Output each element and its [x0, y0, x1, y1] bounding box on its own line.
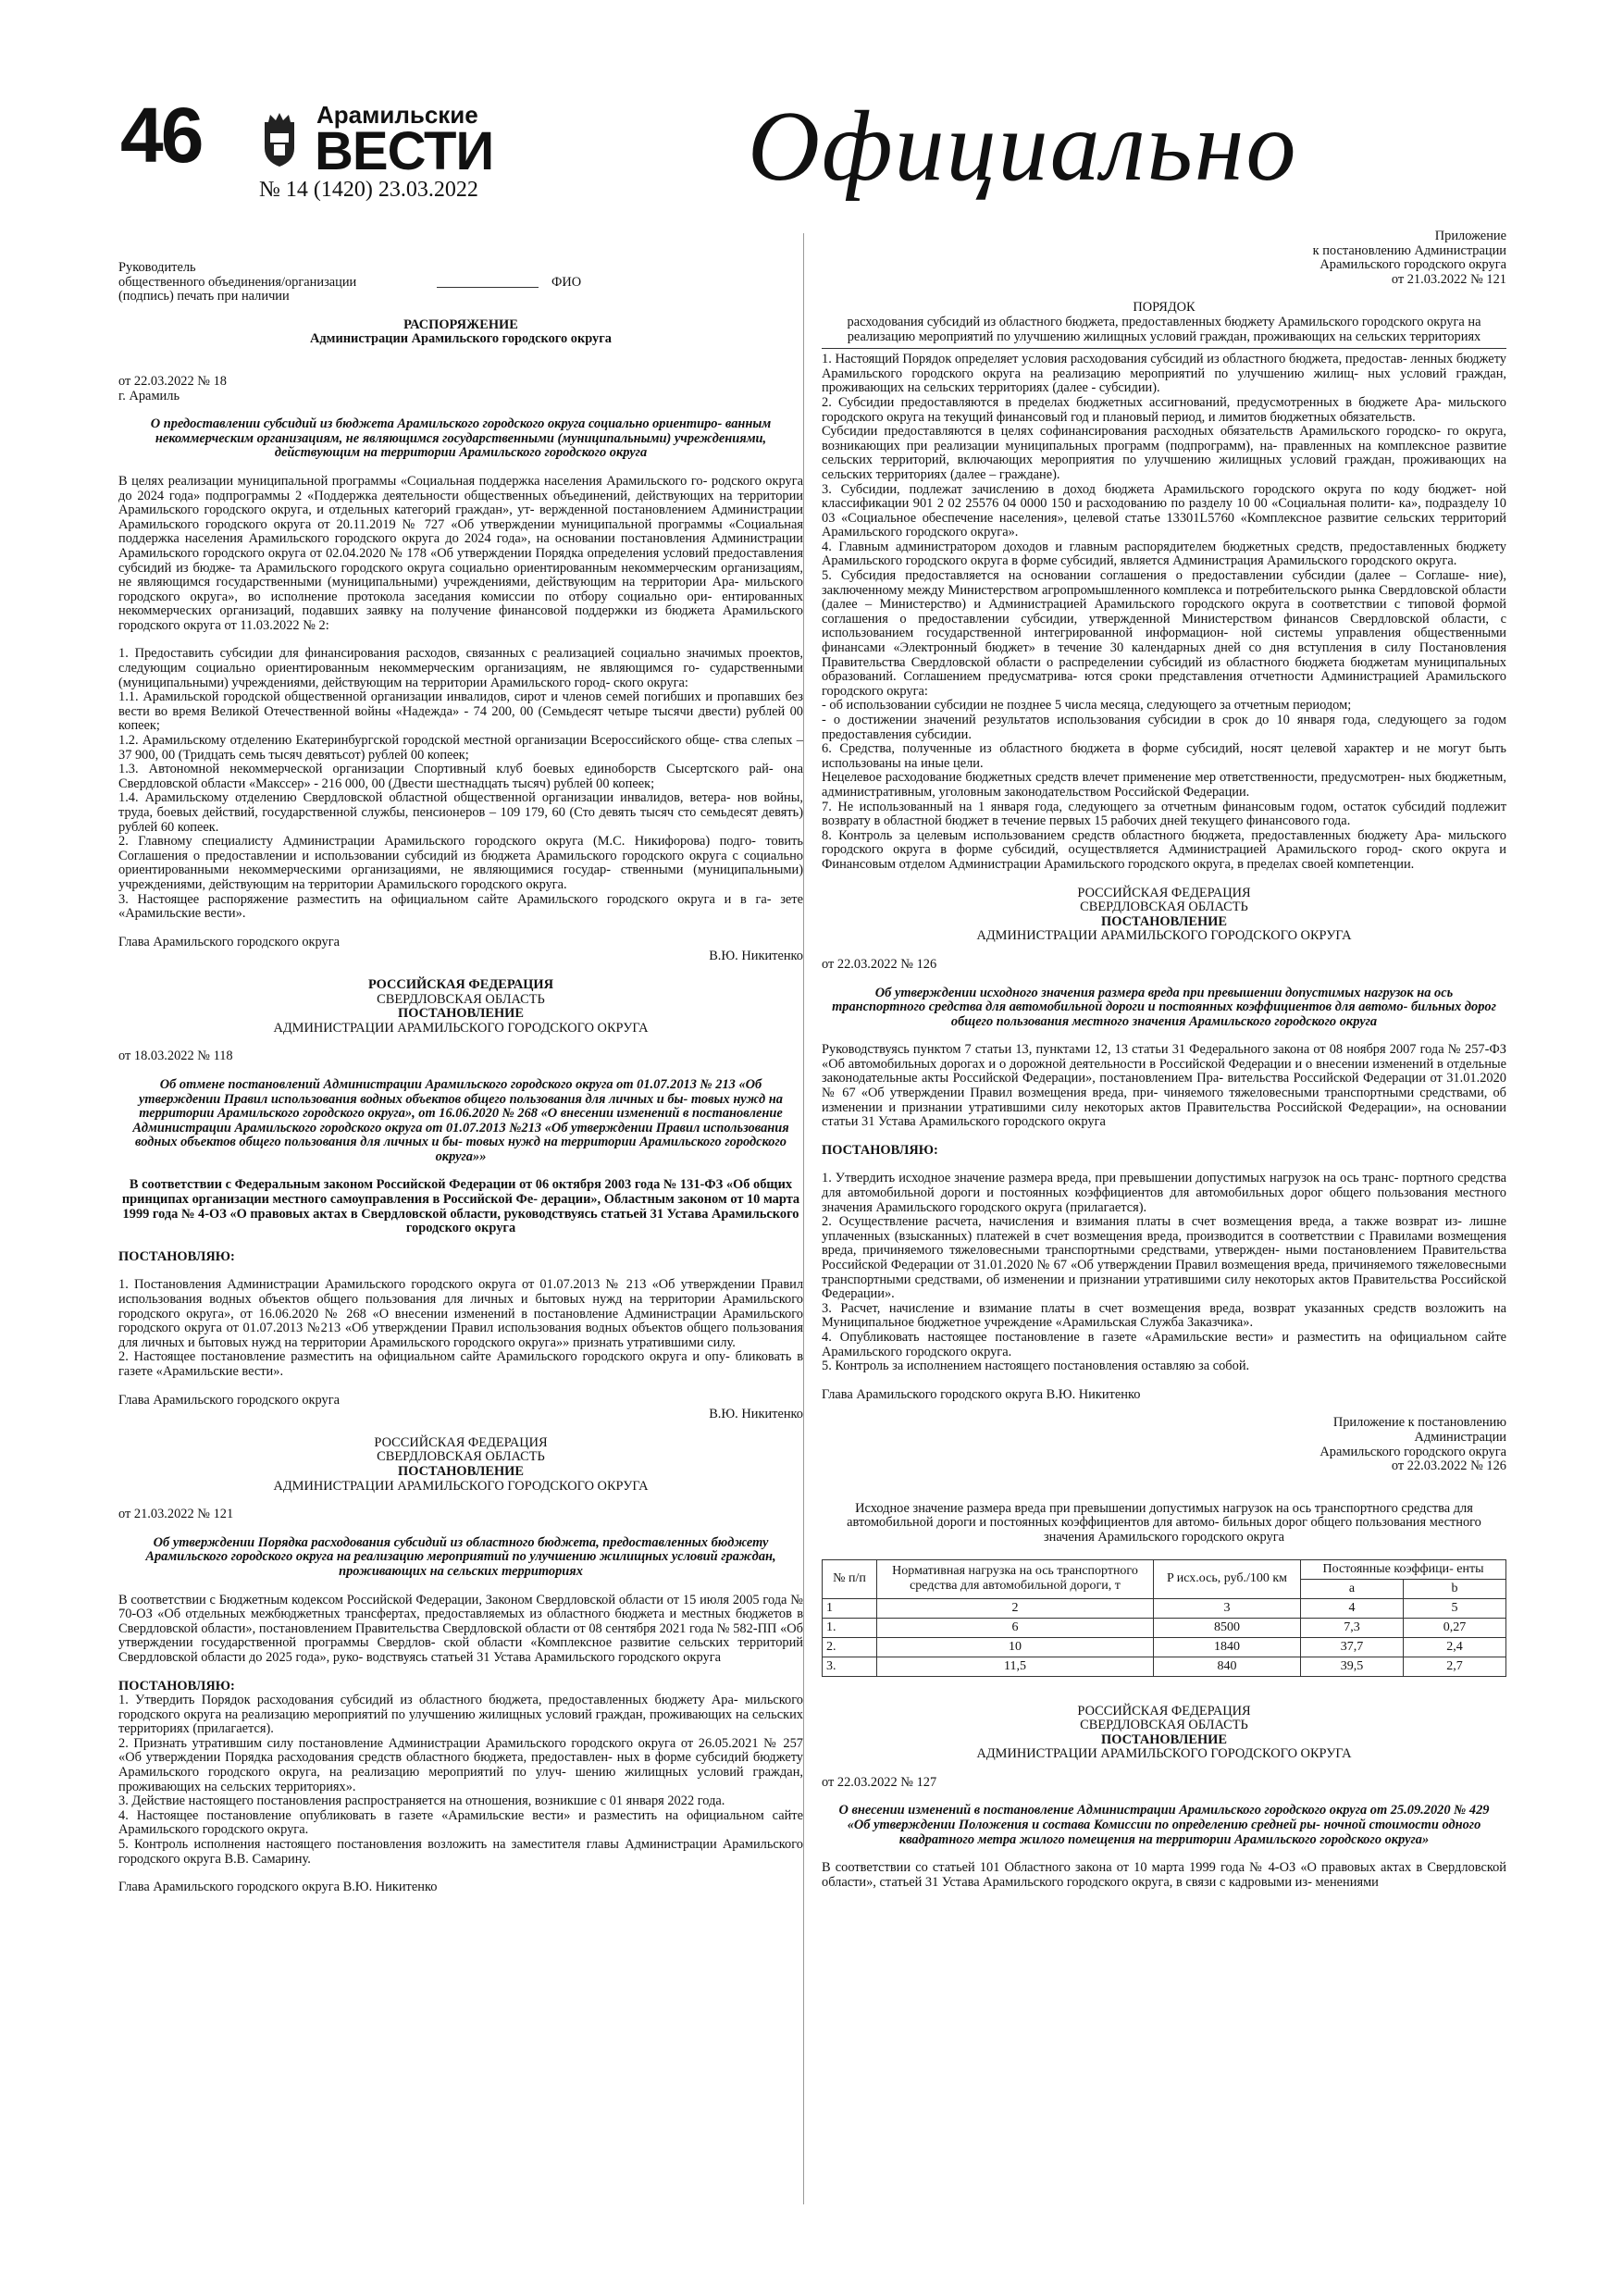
section-rubric: Официально: [748, 92, 1298, 202]
damage-table: [822, 1559, 1506, 1677]
order-18-item-3: 3. Настоящее распоряжение разместить на официальном сайте Арамильского городского округа и в га- зете «Арамильские вести».: [118, 891, 803, 922]
order-18-item-1-2: 1.2. Арамильскому отделению Екатеринбургской городской местной организации Всероссийского обще- ства слепых – 37 900, 00 (Тридцать семь тысяч девятьсот) рублей 00 копеек;: [118, 733, 803, 763]
header-a: a: [1301, 1579, 1404, 1598]
order-procedure-item-1: 1. Настоящий Порядок определяет условия расходования субсидий из областного бюджета, предостав- ленных бюджету Арамильского городского округа на реализацию мероприятий по улучшению жилищ- ных условий граждан, проживающих на сельских территориях (далее - субсидии).: [822, 352, 1506, 396]
header-p: P исх.ось, руб./100 км: [1154, 1559, 1301, 1598]
decree-121-date: от 21.03.2022 № 121: [118, 1507, 234, 1522]
decree-126-type: ПОСТАНОВЛЕНИЕ: [1101, 913, 1227, 929]
decree-127-heading: О внесении изменений в постановление Администрации Арамильского городского округа от 25.09.2020 № 429 «Об утверждении Положения и состава Комиссии по определению средней ры- ночной стоимости одного квадратного метра жилого помещения на территории Арамильского городского округа»: [838, 1803, 1490, 1847]
order-18-item-1-3: 1.3. Автономной некоммерческой организации Спортивный клуб боевых единоборств Сысертского рай- она Свердловской области «Макссер» - 216 000, 00 (Двести шестнадцать тысяч) рублей 00 копеек;: [118, 762, 803, 791]
order-18-sign-title: Глава Арамильского городского округа: [118, 934, 340, 949]
table-row: [823, 1657, 1506, 1676]
decree-126-item-2: 2. Осуществление расчета, начисления и взимания платы в счет возмещения вреда, а также возврат из- лишне уплаченных (взысканных) платежей в счет возмещения вреда, производится в соответствии с Правилами возмещения вреда, причиняемого тяжеловесными транспортными средствами, утвержден- ными постановлением Правительства Российской Федерации от 31.01.2020 № 67 «Об утверждении Правил возмещения вреда, причиняемого тяжеловесными транспортными средствами, об изменении и признании утратившими силу некоторых актов Правительства Российской Федерации».: [822, 1214, 1506, 1302]
decree-118-decree-word: ПОСТАНОВЛЯЮ:: [118, 1248, 235, 1264]
cell-b: 5: [1403, 1598, 1505, 1618]
order-18-title: РАСПОРЯЖЕНИЕ: [403, 316, 518, 332]
damage-table-title: Исходное значение размера вреда при превышении допустимых нагрузок на ось транспортного средства для автомобильной дороги и постоянных коэффициентов для автомо- бильных дорог общего пользования местного значения Арамильского городского округа: [847, 1500, 1481, 1545]
order-procedure-item-5a: - об использовании субсидии не позднее 5 числа месяца, следующего за отчетным периодом;: [822, 698, 1352, 714]
cell-load: 2: [877, 1598, 1154, 1618]
cell-a: 4: [1301, 1598, 1404, 1618]
order-18-item-1-1: 1.1. Арамильской городской общественной организации инвалидов, сирот и членов семей погибших и пропавших без вести во время Великой Отечественной войны «Надежда» - 74 200, 00 (Семьдесят четыре тысячи двести) рублей 00 копеек;: [118, 689, 803, 734]
order-procedure-item-2: 2. Субсидии предоставляются в пределах бюджетных ассигнований, предусмотренных в бюджете Ара- мильского городского округа на текущий финансовый год и плановый период, и лимитов бюджетных обязательств.: [822, 394, 1506, 425]
cell-p: 840: [1154, 1657, 1301, 1676]
cell-no: 1.: [823, 1618, 877, 1637]
order-procedure-item-3: 3. Субсидии, подлежат зачислению в доход бюджета Арамильского городского округа по коду бюджет- ной классификации 901 2 02 25576 04 0000 150 и расходованию по разделу 10 00 «Социальная полити- ка», подразделу 10 03 «Социальное обеспечение населения», целевой статье 13301L5760 «Комплексное развитие сельских территорий Арамильского городского округа».: [822, 481, 1506, 540]
appendix-126-line-3: Арамильского городского округа: [1319, 1444, 1506, 1459]
divider: [822, 348, 1506, 349]
decree-127-basis: В соответствии со статьей 101 Областного закона от 10 марта 1999 года № 4-ОЗ «О правовых актах в Свердловской области», статьей 31 Устава Арамильского городского округа, в связи с кадровыми из- менениями: [822, 1860, 1506, 1890]
decree-121-heading: Об утверждении Порядка расходования субсидий из областного бюджета, предоставленных бюджету Арамильского городского округа на реализацию мероприятий по улучшению жилищных условий граждан, проживающих на сельских территориях: [145, 1534, 776, 1579]
column-divider: [803, 233, 804, 2204]
decree-118-type: ПОСТАНОВЛЕНИЕ: [398, 1006, 524, 1022]
order-18-date: от 22.03.2022 № 18: [118, 373, 227, 389]
coat-of-arms-icon: [257, 109, 302, 168]
signature-line-2: общественного объединения/организации ФИО: [118, 274, 582, 290]
left-column: [118, 261, 803, 1895]
decree-126-sign: Глава Арамильского городского округа В.Ю. Никитенко: [822, 1386, 1141, 1402]
cell-p: 1840: [1154, 1637, 1301, 1657]
decree-126-org: АДМИНИСТРАЦИИ АРАМИЛЬСКОГО ГОРОДСКОГО ОКРУГА: [976, 928, 1352, 944]
cell-b: 2,7: [1403, 1657, 1505, 1676]
decree-121-region: СВЕРДЛОВСКАЯ ОБЛАСТЬ: [377, 1449, 545, 1465]
decree-127-region: СВЕРДЛОВСКАЯ ОБЛАСТЬ: [1080, 1718, 1248, 1733]
cell-a: 39,5: [1301, 1657, 1404, 1676]
decree-127-country: РОССИЙСКАЯ ФЕДЕРАЦИЯ: [1077, 1703, 1251, 1719]
decree-121-sign: Глава Арамильского городского округа В.Ю. Никитенко: [118, 1880, 438, 1895]
decree-126-basis: Руководствуясь пунктом 7 статьи 13, пунктами 12, 13 статьи 31 Федерального закона от 08 ноября 2007 года № 257-ФЗ «Об автомобильных дорогах и о дорожной деятельности в Российской Федерации и о внесении изменений в отдельные законодательные акты Российской Федерации», постановлением Пра- вительства Российской Федерации от 31.01.2020 № 67 «Об утверждении Правил возмещения вреда, при- чиняемого тяжеловесными транспортными средствами, об изменении и признании утратившими силу некоторых актов Правительства Российской Федерации», на основании статьи 31 Устава Арамильского городского округа: [822, 1042, 1506, 1130]
decree-126-item-1: 1. Утвердить исходное значение размера вреда, при превышении допустимых нагрузок на ось транс- портного средства для автомобильной дороги и постоянных коэффициентов для автомобильных дорог общего пользования местного значения Арамильского городского округа (прилагается).: [822, 1171, 1506, 1215]
cell-a: 7,3: [1301, 1618, 1404, 1637]
issue-number: № 14 (1420) 23.03.2022: [259, 178, 478, 202]
cell-no: 2.: [823, 1637, 877, 1657]
decree-126-country: РОССИЙСКАЯ ФЕДЕРАЦИЯ: [1077, 885, 1251, 900]
order-procedure-item-2b: Субсидии предоставляются в целях софинансирования расходных обязательств Арамильского городско- го округа, возникающих при реализации муниципальных программ (подпрограмм), на- правленных на комплексное развитие сельских территорий, включающих мероприятия по улучшению жилищных условий граждан, проживающих на сельских территориях (далее – граждане).: [822, 424, 1506, 482]
cell-p: 8500: [1154, 1618, 1301, 1637]
order-18-preamble: В целях реализации муниципальной программы «Социальная поддержка населения Арамильского го- родского округа до 2024 года» подпрограммы 2 «Поддержка деятельности общественных объединений, действующих на территории Арамильского городского округа, и отдельных категорий граждан», ут- вержденной постановлением Администрации Арамильского городского округа от 20.11.2019 № 727 «Об утверждении муниципальной программы «Социальная поддержка населения Арамильского городского округа до 2024 года», на основании постановления Администрации Арамильского городского округа от 02.04.2020 № 178 «Об утверждении Порядка определения условий предоставления субсидий из бюдже- та Арамильского городского округа социально ориентированным некоммерческим организациям, не являющимся государственными (муниципальными) учреждениями, действующим на территории Ара- мильского городского округа», во исполнение протокола заседания комиссии по отбору социально ори- ентированных некоммерческих организаций, подавших заявку на получение финансовой поддержки из бюджета Арамильского городского округа от 11.03.2022 № 2:: [118, 473, 803, 633]
header-b: b: [1403, 1579, 1505, 1598]
order-procedure-item-5: 5. Субсидия предоставляется на основании соглашения о предоставлении субсидии (далее – Соглаше- ние), заключенному между Министерством агропромышленного комплекса и потребительского рынка Свердловской области (далее – Министерство) и Администрацией Арамильского городского округа в соответствии с типовой формой соглашения о предоставлении субсидии, утвержденной Министерством финансов Свердловской области, с использованием государственной интегрированной информацион- ной системы управления общественными финансами «Электронный бюджет» в течение 30 календарных дней со дня вступления в силу Постановления Правительства Свердловской области о распределении субсидий из областного бюджета бюджетам муниципальных образований. Соглашением предусматрива- ются сроки представления отчетности Администрацией Арамильского городского округа:: [822, 568, 1506, 699]
decree-121-decree-word: ПОСТАНОВЛЯЮ:: [118, 1678, 235, 1694]
decree-121-type: ПОСТАНОВЛЕНИЕ: [398, 1463, 524, 1479]
decree-118-basis: В соответствии с Федеральным законом Российской Федерации от 06 октября 2003 года № 131-ФЗ «Об общих принципах организации местного самоуправления в Российской Фе- дерации», Областным законом от 10 марта 1999 года № 4-ОЗ «О правовых актах в Свердловской области, руководствуясь статьей 31 Устава Арамильского городского округа: [121, 1177, 800, 1236]
order-18-item-1-4: 1.4. Арамильскому отделению Свердловской областной общественной организации инвалидов, ветера- нов войны, труда, боевых действий, государственной службы, пенсионеров – 109 179, 60 (Сто девять тысяч сто семьдесят девять) рублей 60 копеек.: [118, 790, 803, 835]
page-number: 46: [120, 92, 202, 179]
order-procedure-title: ПОРЯДОК: [1133, 300, 1196, 316]
cell-load: 6: [877, 1618, 1154, 1637]
header-coef: Постоянные коэффици- енты: [1301, 1559, 1506, 1579]
decree-126-heading: Об утверждении исходного значения размера вреда при превышении допустимых нагрузок на ось транспортного средства для автомобильной дороги и постоянных коэффициентов для автомо- бильных дорог общего пользования местного значения Арамильского городского округа: [832, 985, 1496, 1029]
order-procedure-item-4: 4. Главным администратором доходов и главным распорядителем бюджетных средств, предоставленных бюджету Арамильского городского округа в форме субсидий, является Администрация Арамильского городского округа.: [822, 539, 1506, 569]
cell-no: 1: [823, 1598, 877, 1618]
appendix-121-line-1: Приложение: [1434, 229, 1506, 243]
order-18-heading: О предоставлении субсидий из бюджета Арамильского городского округа социально ориентиро- ванным некоммерческим организациям, не являющимся государственными (муниципальными) учреждениями, действующим на территории Арамильского городского округа: [150, 416, 772, 461]
order-procedure-item-5b: - о достижении значений результатов использования субсидии в срок до 10 января года, следующего за годом предоставления субсидии.: [822, 713, 1506, 742]
decree-121-item-2: 2. Признать утратившим силу постановление Администрации Арамильского городского округа от 26.05.2021 № 257 «Об утверждении Порядка расходования средств областного бюджета, предоставлен- ных в форме субсидий бюджету Арамильского городского округа, на реализацию мероприятий по улуч- шению жилищных условий граждан, проживающих на сельских территориях».: [118, 1735, 803, 1794]
decree-121-org: АДМИНИСТРАЦИИ АРАМИЛЬСКОГО ГОРОДСКОГО ОКРУГА: [273, 1478, 649, 1494]
table-row: [823, 1618, 1506, 1637]
right-column: [822, 230, 1506, 1890]
decree-118-sign-name: В.Ю. Никитенко: [709, 1407, 803, 1422]
header-no: № п/п: [823, 1559, 877, 1598]
order-procedure-item-6b: Нецелевое расходование бюджетных средств влечет применение мер ответственности, предусмотрен- ных бюджетным, административным, уголовным законодательством Российской Федерации.: [822, 770, 1506, 800]
order-procedure-item-7: 7. Не использованный на 1 января года, следующего за отчетным финансовым годом, остаток субсидий подлежит возврату в областной бюджет в течение первых 15 рабочих дней текущего финансового года.: [822, 799, 1506, 829]
cell-a: 37,7: [1301, 1637, 1404, 1657]
decree-118-heading: Об отмене постановлений Администрации Арамильского городского округа от 01.07.2013 № 213 «Об утверждении Правил использования водных объектов общего пользования для личных и бы- товых нужд на территории Арамильского городского округа», от 16.06.2020 № 268 «О внесении изменений в постановление Администрации Арамильского городского округа от 01.07.2013 №213 «Об утверждении Правил использования водных объектов общего пользования для личных и бы- товых нужд на территории Арамильского городского округа»»: [132, 1076, 789, 1164]
cell-b: 0,27: [1403, 1618, 1505, 1637]
decree-118-sign-title: Глава Арамильского городского округа: [118, 1392, 340, 1408]
decree-127-type: ПОСТАНОВЛЕНИЕ: [1101, 1731, 1227, 1747]
decree-126-item-4: 4. Опубликовать настоящее постановление в газете «Арамильские вести» и разместить на официальном сайте Арамильского городского округа.: [822, 1329, 1506, 1359]
decree-121-item-4: 4. Настоящее постановление опубликовать в газете «Арамильские вести» и разместить на официальном сайте Арамильского городского округа.: [118, 1807, 803, 1838]
logo-title: ВЕСТИ: [315, 121, 494, 181]
decree-126-region: СВЕРДЛОВСКАЯ ОБЛАСТЬ: [1080, 900, 1248, 915]
appendix-121-line-2: к постановлению Администрации: [1312, 242, 1506, 258]
decree-127-date: от 22.03.2022 № 127: [822, 1774, 937, 1790]
order-procedure-item-8: 8. Контроль за целевым использованием средств областного бюджета, предоставленных бюджету Ара- мильского городского округа в форме субсидий, осуществляется Администрацией Арамильского город- ского округа и Финансовым отделом Администрации Арамильского городского округа, в пределах своей компетенции.: [822, 827, 1506, 872]
cell-b: 2,4: [1403, 1637, 1505, 1657]
decree-121-item-5: 5. Контроль исполнения настоящего постановления возложить на заместителя главы Администрации Арамильского городского округа В.В. Самарину.: [118, 1837, 803, 1867]
decree-118-org: АДМИНИСТРАЦИИ АРАМИЛЬСКОГО ГОРОДСКОГО ОКРУГА: [273, 1020, 649, 1036]
order-procedure-item-6: 6. Средства, полученные из областного бюджета в форме субсидий, носят целевой характер и не могут быть использованы на иные цели.: [822, 741, 1506, 771]
decree-118-item-1: 1. Постановления Администрации Арамильского городского округа от 01.07.2013 № 213 «Об утверждении Правил использования водных объектов общего пользования для личных и бытовых нужд на территории Арамильского городского округа», от 16.06.2020 № 268 «О внесении изменений в постановление Администрации Арамильского городского округа от 01.07.2013 №213 «Об утверждении Правил использования водных объектов общего пользования для личных и бытовых нужд на территории Арамильского городского округа»» признать утратившими силу.: [118, 1277, 803, 1350]
decree-118-date: от 18.03.2022 № 118: [118, 1049, 233, 1064]
appendix-121-line-3: Арамильского городского округа: [1319, 257, 1506, 273]
decree-121-country: РОССИЙСКАЯ ФЕДЕРАЦИЯ: [374, 1434, 548, 1450]
decree-118-region: СВЕРДЛОВСКАЯ ОБЛАСТЬ: [377, 991, 545, 1007]
appendix-121-line-4: от 21.03.2022 № 121: [1391, 271, 1506, 287]
decree-121-basis: В соответствии с Бюджетным кодексом Российской Федерации, Законом Свердловской области от 15 июля 2005 года № 70-ОЗ «Об отдельных межбюджетных трансфертах, предоставляемых из областного бюджета и местных бюджетов в Свердловской области», постановлением Правительства Свердловской области от 08 сентября 2021 года № 582-ПП «Об утверждении государственной программы Свердлов- ской области «Комплексное развитие сельских территорий Свердловской области до 2025 года», руко- водствуясь статьей 31 Устава Арамильского городского округа: [118, 1592, 803, 1665]
order-18-item-1: 1. Предоставить субсидии для финансирования расходов, связанных с реализацией социально значимых проектов, следующим социально ориентированным некоммерческим организациям, не являющимся го- сударственными (муниципальными) учреждениями, действующим на территории Арамильского город- ского округа:: [118, 646, 803, 690]
decree-121-item-3: 3. Действие настоящего постановления распространяется на отношения, возникшие с 01 января 2022 года.: [118, 1793, 725, 1809]
decree-118-country: РОССИЙСКАЯ ФЕДЕРАЦИЯ: [367, 976, 554, 992]
appendix-126-line-2: Администрации: [1414, 1429, 1506, 1445]
logo-subtitle: Арамильские: [316, 101, 478, 129]
order-18-place: г. Арамиль: [118, 388, 180, 403]
decree-126-decree-word: ПОСТАНОВЛЯЮ:: [822, 1142, 938, 1158]
table-row: [823, 1637, 1506, 1657]
order-18-item-2: 2. Главному специалисту Администрации Арамильского городского округа (М.С. Никифорова) подго- товить Соглашения о предоставлении и использовании субсидий из бюджета Арамильского городского округа с социально ориентированными некоммерческими организациями, не являющимися государ- ственными (муниципальными) учреждениями, действующим на территории Арамильского городского округа.: [118, 834, 803, 892]
order-procedure-subtitle: расходования субсидий из областного бюджета, предоставленных бюджету Арамильского городского округа на реализацию мероприятий по улучшению жилищных условий граждан, проживающих на сельских территориях: [847, 314, 1481, 344]
table-header-row: [823, 1559, 1506, 1579]
signature-line-3: (подпись) печать при наличии: [118, 289, 290, 304]
decree-126-item-5: 5. Контроль за исполнением настоящего постановления оставляю за собой.: [822, 1359, 1250, 1374]
decree-121-item-1: 1. Утвердить Порядок расходования субсидий из областного бюджета, предоставленных бюджету Ара- мильского городского округа на реализацию мероприятий по улучшению жилищных условий граждан, проживающих на сельских территориях (прилагается).: [118, 1693, 803, 1737]
decree-127-org: АДМИНИСТРАЦИИ АРАМИЛЬСКОГО ГОРОДСКОГО ОКРУГА: [976, 1746, 1352, 1762]
decree-118-item-2: 2. Настоящее постановление разместить на официальном сайте Арамильского городского округа и опу- бликовать в газете «Арамильские вести».: [118, 1349, 803, 1379]
cell-load: 10: [877, 1637, 1154, 1657]
signature-line-1: Руководитель: [118, 260, 196, 275]
appendix-126-line-1: Приложение к постановлению: [1332, 1415, 1506, 1431]
appendix-126-line-4: от 22.03.2022 № 126: [1391, 1458, 1506, 1474]
cell-load: 11,5: [877, 1657, 1154, 1676]
order-18-org: Администрации Арамильского городского округа: [310, 331, 612, 347]
decree-126-date: от 22.03.2022 № 126: [822, 956, 937, 972]
cell-p: 3: [1154, 1598, 1301, 1618]
table-row: [823, 1598, 1506, 1618]
order-18-sign-name: В.Ю. Никитенко: [709, 949, 803, 964]
decree-126-item-3: 3. Расчет, начисление и взимание платы в счет возмещения вреда, возврат указанных средств возложить на Муниципальное бюджетное учреждение «Арамильская Служба Заказчика».: [822, 1300, 1506, 1331]
header-load: Нормативная нагрузка на ось транспортного средства для автомобильной дороги, т: [877, 1559, 1154, 1598]
cell-no: 3.: [823, 1657, 877, 1676]
masthead: [0, 0, 1623, 231]
